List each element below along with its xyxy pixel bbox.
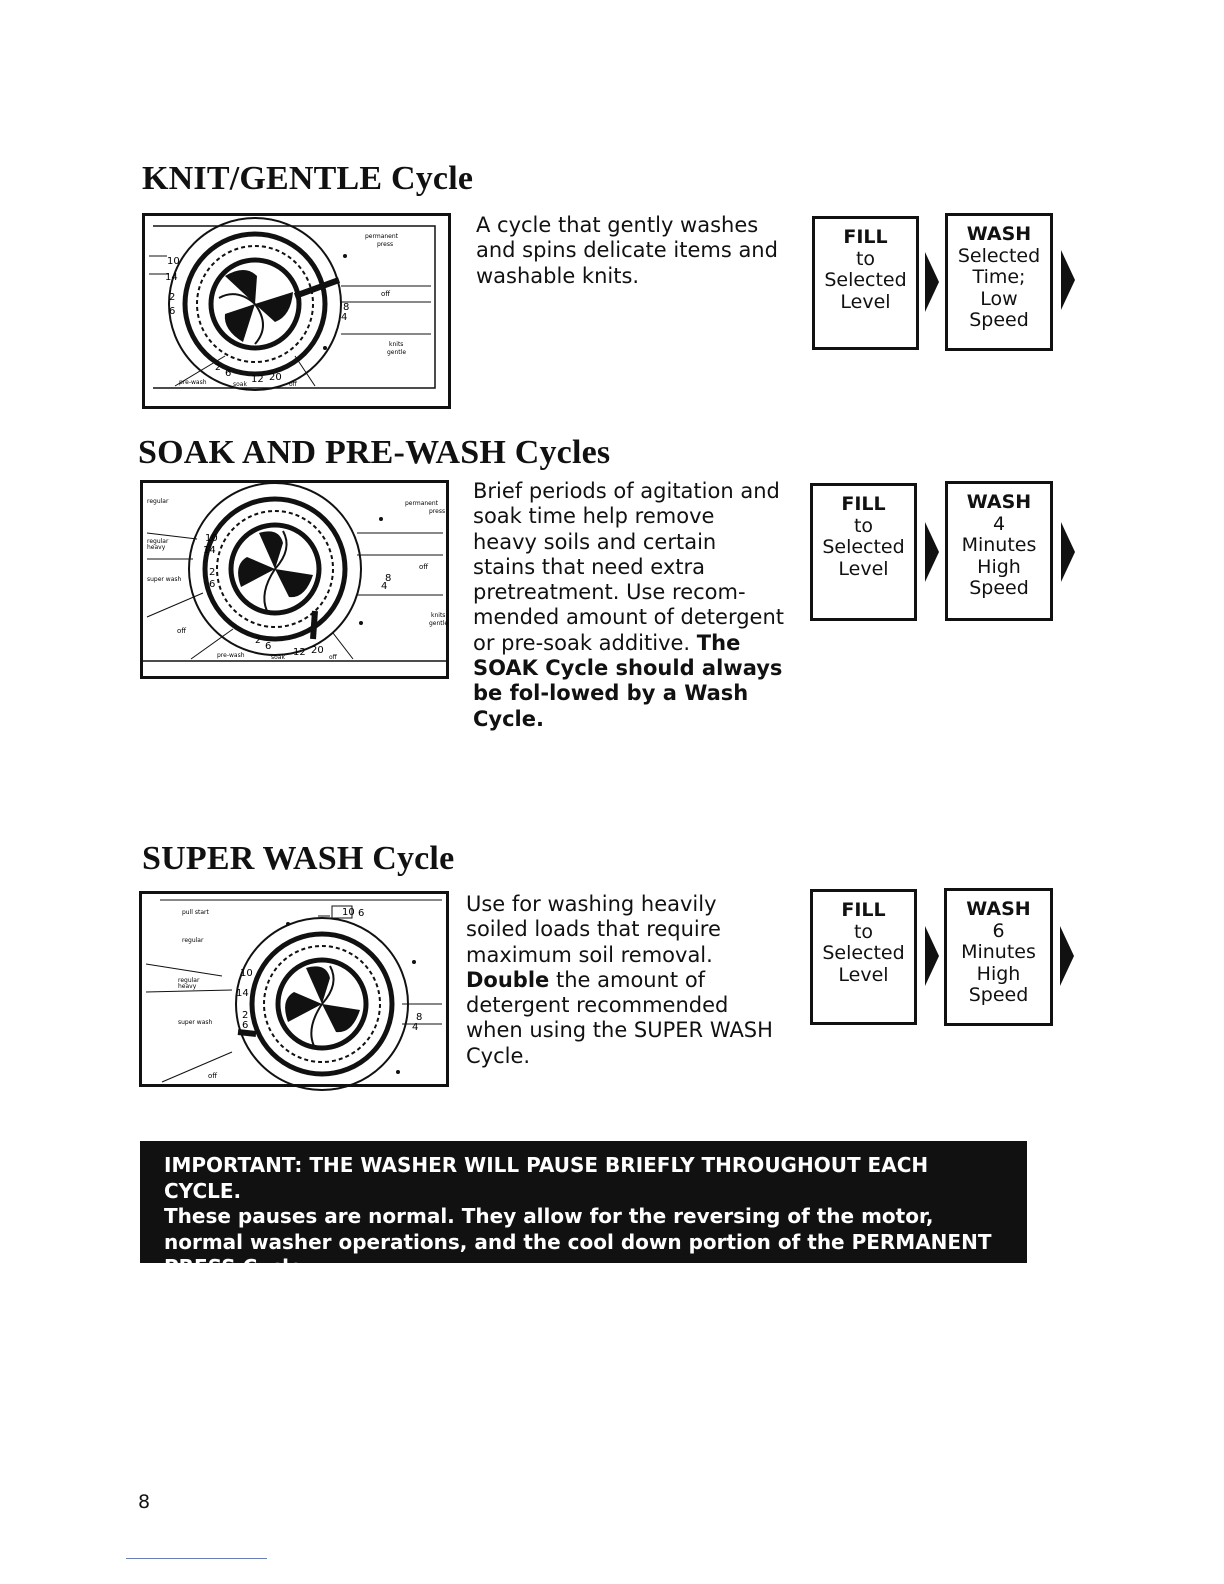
svg-text:6: 6 bbox=[242, 1020, 249, 1031]
svg-text:6: 6 bbox=[358, 908, 365, 919]
svg-text:knits: knits bbox=[389, 341, 404, 348]
step-wash-super-wash: WASH 6 Minutes High Speed bbox=[944, 888, 1053, 1026]
svg-text:6: 6 bbox=[209, 579, 216, 590]
svg-text:pre-wash: pre-wash bbox=[179, 379, 207, 386]
svg-text:12: 12 bbox=[251, 374, 264, 385]
svg-text:10: 10 bbox=[240, 968, 253, 979]
svg-text:8: 8 bbox=[416, 1012, 423, 1023]
svg-text:regular: regular bbox=[182, 937, 204, 944]
svg-text:20: 20 bbox=[311, 645, 324, 656]
svg-text:4: 4 bbox=[412, 1022, 419, 1033]
description-text: Use for washing heavily soiled loads that require maximum soil removal. bbox=[466, 892, 721, 967]
dial-illustration-super-wash bbox=[139, 891, 449, 1087]
svg-text:off: off bbox=[329, 654, 337, 661]
svg-text:4: 4 bbox=[341, 312, 348, 323]
description-text-continued: the amount of detergent recommended when using the SUPER WASH Cycle. bbox=[466, 967, 773, 1068]
important-notice bbox=[140, 1141, 1027, 1279]
svg-text:pre-wash: pre-wash bbox=[217, 652, 245, 659]
svg-text:12: 12 bbox=[293, 647, 306, 658]
section-title-knit-gentle: KNIT/GENTLE Cycle bbox=[142, 160, 474, 197]
svg-text:super wash: super wash bbox=[178, 1019, 213, 1026]
svg-text:gentle: gentle bbox=[387, 349, 407, 356]
svg-text:14: 14 bbox=[165, 272, 178, 283]
svg-text:20: 20 bbox=[269, 372, 282, 383]
svg-text:off: off bbox=[289, 381, 297, 388]
arrow-right-icon bbox=[1061, 522, 1075, 582]
svg-text:2: 2 bbox=[242, 1010, 249, 1021]
svg-text:heavy: heavy bbox=[178, 983, 197, 990]
svg-text:off: off bbox=[381, 290, 391, 298]
important-heading: IMPORTANT: THE WASHER WILL PAUSE BRIEFLY THROUGHOUT EACH CYCLE. bbox=[164, 1153, 929, 1203]
svg-text:6: 6 bbox=[225, 368, 232, 379]
step-fill-soak-prewash: FILL to Selected Level bbox=[810, 483, 917, 621]
svg-text:6: 6 bbox=[265, 641, 272, 652]
section-description-soak-prewash bbox=[473, 479, 785, 732]
svg-text:regular: regular bbox=[178, 977, 200, 984]
arrow-right-icon bbox=[925, 926, 939, 986]
important-body: These pauses are normal. They allow for the reversing of the motor, normal washer operations, and the cool down portion of the PERMANENT PRESS Cycle. bbox=[164, 1204, 992, 1279]
svg-text:super wash: super wash bbox=[147, 576, 182, 583]
svg-text:knits: knits bbox=[431, 612, 446, 619]
svg-text:off: off bbox=[419, 563, 429, 571]
svg-text:4: 4 bbox=[381, 581, 388, 592]
dial-illustration-soak-prewash bbox=[140, 480, 449, 679]
section-description-knit-gentle: A cycle that gently washes and spins delicate items and washable knits. bbox=[476, 213, 778, 288]
step-wash-soak-prewash: WASH 4 Minutes High Speed bbox=[945, 481, 1053, 621]
page-number: 8 bbox=[138, 1491, 151, 1513]
svg-text:press: press bbox=[377, 241, 394, 248]
section-title-soak-prewash: SOAK AND PRE-WASH Cycles bbox=[138, 434, 611, 471]
step-fill-super-wash: FILL to Selected Level bbox=[810, 889, 917, 1025]
svg-text:2: 2 bbox=[169, 292, 176, 303]
description-warning: The SOAK Cycle should always be fol-lowed by a Wash Cycle. bbox=[473, 630, 783, 731]
svg-text:regular: regular bbox=[147, 498, 169, 505]
arrow-right-icon bbox=[1061, 250, 1075, 310]
svg-text:gentle: gentle bbox=[429, 620, 449, 627]
svg-text:2: 2 bbox=[255, 636, 261, 646]
svg-text:8: 8 bbox=[343, 302, 350, 313]
svg-text:14: 14 bbox=[203, 545, 216, 556]
svg-text:10: 10 bbox=[205, 533, 218, 544]
footer-divider bbox=[126, 1558, 267, 1559]
section-description-super-wash bbox=[466, 892, 776, 1069]
dial-illustration-knit-gentle bbox=[142, 213, 451, 409]
step-wash-knit-gentle: WASH Selected Time; Low Speed bbox=[945, 213, 1053, 351]
arrow-right-icon bbox=[1060, 926, 1074, 986]
control-dial-icon bbox=[142, 894, 446, 1084]
svg-text:permanent: permanent bbox=[365, 233, 399, 240]
svg-text:heavy: heavy bbox=[147, 544, 166, 551]
svg-text:off: off bbox=[208, 1072, 218, 1080]
arrow-right-icon bbox=[925, 252, 939, 312]
svg-text:2: 2 bbox=[209, 567, 216, 578]
svg-text:regular: regular bbox=[147, 538, 169, 545]
control-dial-icon bbox=[145, 216, 448, 406]
svg-text:10: 10 bbox=[167, 256, 180, 267]
svg-text:soak: soak bbox=[271, 654, 285, 661]
svg-text:8: 8 bbox=[385, 573, 392, 584]
svg-text:pull start: pull start bbox=[182, 909, 209, 916]
description-text: Brief periods of agitation and soak time help remove heavy soils and certain stains that need extra pretreatment. Use recom-mended amount of detergent or pre-soak additive. bbox=[473, 479, 785, 655]
arrow-right-icon bbox=[925, 522, 939, 582]
svg-text:10: 10 bbox=[342, 907, 355, 918]
description-emphasis: Double bbox=[466, 967, 550, 992]
svg-text:soak: soak bbox=[233, 381, 247, 388]
svg-text:off: off bbox=[177, 627, 187, 635]
svg-text:6: 6 bbox=[169, 306, 176, 317]
svg-text:14: 14 bbox=[236, 988, 249, 999]
svg-text:permanent: permanent bbox=[405, 500, 439, 507]
step-fill-knit-gentle: FILL to Selected Level bbox=[812, 216, 919, 350]
control-dial-icon bbox=[143, 483, 449, 676]
section-title-super-wash: SUPER WASH Cycle bbox=[142, 840, 455, 877]
svg-text:press: press bbox=[429, 508, 446, 515]
svg-text:2: 2 bbox=[215, 363, 221, 373]
